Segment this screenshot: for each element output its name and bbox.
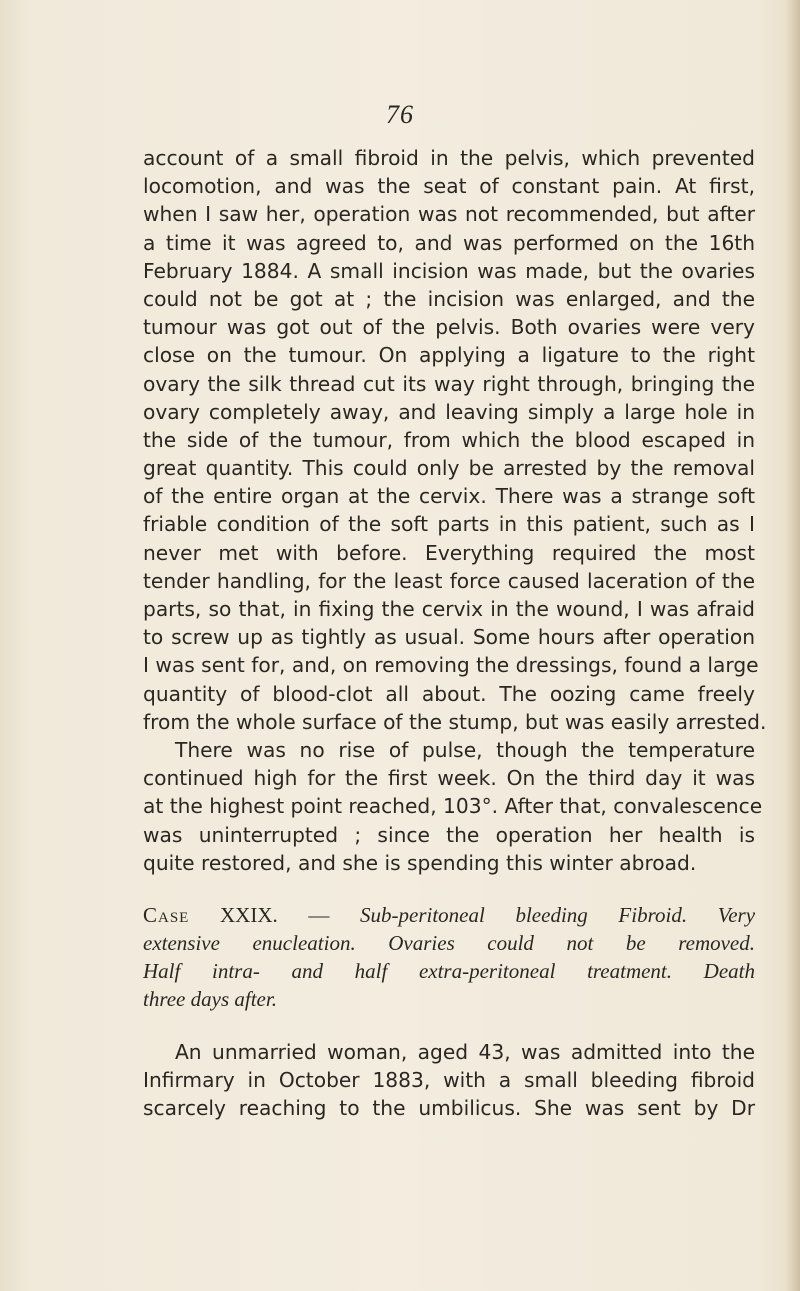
text-line: a time it was agreed to, and was performed on the 16th [143, 230, 755, 255]
text-line: I was sent for, and, on removing the dressings, found a large [143, 653, 759, 678]
text-line: account of a small fibroid in the pelvis, which prevented [143, 146, 755, 170]
case-heading-line: three days after. [143, 987, 277, 1012]
paragraph-2 [143, 736, 763, 877]
page-number: 76 [386, 100, 414, 129]
text-line: at the highest point reached, 103°. After that, convalescence [143, 794, 763, 819]
case-heading [143, 901, 755, 1014]
text-line: February 1884. A small incision was made, but the ovaries [143, 258, 755, 283]
text-line: locomotion, and was the seat of constant pain. At first, [143, 174, 755, 199]
text-line: continued high for the first week. On the third day it was [143, 766, 755, 791]
text-line: tumour was got out of the pelvis. Both ovaries were very [143, 315, 755, 340]
text-line: friable condition of the soft parts in this patient, such as I [143, 512, 755, 537]
text-line: when I saw her, operation was not recommended, but after [143, 202, 755, 227]
case-title: Sub-peritoneal bleeding Fibroid. Very [360, 902, 756, 927]
page-edge-shadow [786, 0, 800, 1291]
case-heading-line [143, 901, 755, 929]
text-line: from the whole surface of the stump, but was easily arrested. [143, 709, 767, 734]
text-line: could not be got at ; the incision was enlarged, and the [143, 286, 755, 311]
text-line: scarcely reaching to the umbilicus. She was sent by Dr [143, 1096, 755, 1120]
text-line: was uninterrupted ; since the operation her health is [143, 822, 755, 847]
text-line: quite restored, and she is spending this winter abroad. [143, 850, 697, 875]
case-number: XXIX. — [220, 902, 330, 927]
text-line: of the entire organ at the cervix. There was a strange soft [143, 484, 755, 509]
text-line: An unmarried woman, aged 43, was admitted into the [175, 1039, 755, 1064]
body-text [143, 144, 767, 1122]
paragraph-1 [143, 144, 767, 736]
case-label: Case [143, 902, 190, 927]
text-line: close on the tumour. On applying a ligature to the right [143, 343, 755, 368]
text-line: ovary completely away, and leaving simply a large hole in [143, 399, 755, 424]
text-line: tender handling, for the least force caused laceration of the [143, 568, 755, 593]
text-line: to screw up as tightly as usual. Some hours after operation [143, 625, 755, 650]
text-line: the side of the tumour, from which the blood escaped in [143, 427, 755, 452]
text-line: There was no rise of pulse, though the temperature [175, 737, 755, 762]
text-line: quantity of blood-clot all about. The oozing came freely [143, 681, 755, 706]
text-line: great quantity. This could only be arrested by the removal [143, 456, 755, 481]
text-line: parts, so that, in fixing the cervix in the wound, I was afraid [143, 597, 755, 621]
case-heading-line: extensive enucleation. Ovaries could not be removed. [143, 931, 755, 956]
text-line: never met with before. Everything required the most [143, 540, 755, 565]
paragraph-3 [143, 1038, 755, 1123]
text-line: Infirmary in October 1883, with a small bleeding fibroid [143, 1067, 755, 1092]
case-heading-line: Half intra- and half extra-peritoneal treatment. Death [143, 959, 755, 984]
text-line: ovary the silk thread cut its way right through, bringing the [143, 371, 755, 396]
